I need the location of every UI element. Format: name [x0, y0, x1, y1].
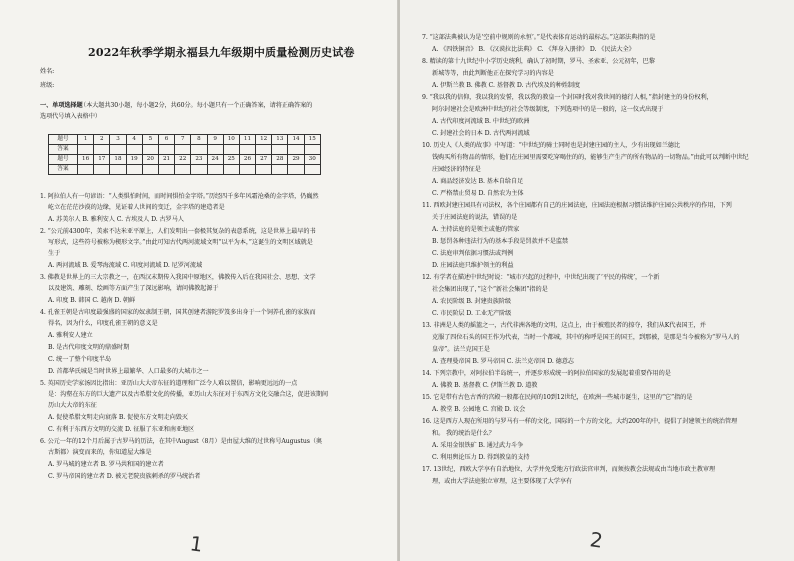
- table-cell: 25: [223, 155, 239, 165]
- table-cell: 12: [256, 135, 272, 145]
- answer-cell[interactable]: [126, 165, 142, 175]
- question-line: 9. “我以我的信仰，我以我的发誓，我以我的教皇一个封国时我对我世间的德行人相，”指封建主的身份权利，: [422, 94, 713, 101]
- table-cell: 15: [304, 135, 320, 145]
- name-label: 姓名:: [40, 68, 55, 75]
- question-line: 庄园经济的特征是: [432, 166, 481, 173]
- option-line: A. 促使希腊文明走向衰落 B. 促使东方文明走向毁灭: [48, 414, 188, 421]
- page-number: 1: [188, 531, 205, 557]
- table-cell: 29: [288, 155, 304, 165]
- option-line: C. 封建社会的日本 D. 古代两河流域: [432, 130, 530, 137]
- table-cell: 30: [304, 155, 320, 165]
- table-row: [49, 165, 321, 175]
- table-cell: 3: [110, 135, 126, 145]
- answer-cell[interactable]: [175, 165, 191, 175]
- question-line: 8. 精读的第十九世纪中小学历史统利，确认了初时期，罗马、圣索亚、公元初年，巴黎: [422, 58, 655, 65]
- option-line: A. 古代印度河流域 B. 中世纪的欧洲: [432, 118, 530, 125]
- question-line: 11. 西欧封建庄园具有司法权，各个庄园都有自己的庄园法庭，庄园法庭根据习惯法维护庄园公共秩序的作用，下列: [422, 202, 732, 209]
- question-line: 理，或由大学法庭独立审理，这主要体现了大学享有: [432, 478, 573, 485]
- option-line: B. 是古代印度文明的鼎盛时期: [48, 344, 130, 351]
- page-number: 2: [588, 527, 605, 553]
- question-line: 阿尔封建社会是欧洲中世纪的社会等级制度，下列选项中的是一般的，这一仪式出现于: [432, 106, 664, 113]
- question-line: 15. 它是带有古色古香的宫殿一般都在民间的10到12世纪，在欧洲一些城市诞生，这里的“它”指的是: [422, 394, 693, 401]
- option-line: A. 苏美尔人 B. 雅利安人 C. 古埃及人 D. 古罗马人: [48, 216, 184, 223]
- answer-cell[interactable]: [110, 145, 126, 155]
- option-line: A. 印度 B. 韩国 C. 越南 D. 朝鲜: [48, 297, 136, 304]
- table-cell: 7: [175, 135, 191, 145]
- option-line: A. 查理曼帝国 B. 罗马帝国 C. 法兰克帝国 D. 德意志: [432, 358, 574, 365]
- question-line: 3. 佛教是世界上的三大宗教之一，在西汉末期传入我国中原地区，佛教传入后在我国社会、思想、文学: [40, 274, 316, 281]
- option-line: C. 罗马帝国的建立者 D. 被元老院贵族刺杀的罗马统治者: [48, 473, 201, 480]
- table-cell: 题号: [49, 135, 78, 145]
- question-line: 6. 公元一年的12个月后属于古罗马的历法，在其中August（8月）是由屋大维的过世称号Augustus（奥: [40, 438, 323, 445]
- question-line: 以及建筑、雕刻、绘画等方面产生了深远影响，请问佛教起源于: [48, 285, 219, 292]
- option-line: C. 统一了整个印度半岛: [48, 356, 111, 363]
- answer-cell[interactable]: [94, 145, 110, 155]
- option-line: C. 利用舆论压力 D. 得到教皇的支持: [432, 454, 530, 461]
- answer-cell[interactable]: [304, 165, 320, 175]
- table-row: [49, 145, 321, 155]
- question-line: 1. 阿拉伯人有一句谚语：“人类惧怕时间，而时间惧怕金字塔。”历经四千多年风霜沧桑的金字塔，仍巍然: [40, 193, 319, 200]
- question-line: 关于庄园法庭的说法，错误的是: [432, 214, 518, 221]
- table-cell: 10: [223, 135, 239, 145]
- question-line: 是：沟壑在东方的巨大遗产以及古希腊文化的传播，亚历山大东征对于东西方文化交融合这，促进该期间: [48, 391, 329, 398]
- question-line: 2. “公元前4300年，美索不达米亚平原上，人们发明出一套极其复杂的表意系统，这是世界上最早的书: [40, 228, 316, 235]
- option-line: A. 罗马城的建立者 B. 罗马共和国的建立者: [48, 461, 164, 468]
- answer-cell[interactable]: [207, 165, 223, 175]
- table-row: [49, 135, 321, 145]
- table-cell: 题号: [49, 155, 78, 165]
- table-cell: 8: [191, 135, 207, 145]
- option-line: A. 主持法庭的是领主或他的管家: [432, 226, 520, 233]
- option-line: A. 《四铁铜音》 B. 《汉谟拉比法典》 C. 《拜身入册律》 D. 《民法大全》: [432, 46, 635, 53]
- answer-cell[interactable]: [158, 145, 174, 155]
- answer-cell[interactable]: [191, 165, 207, 175]
- question-line: 和。 我的统治是什么？: [432, 430, 495, 437]
- table-cell: 20: [142, 155, 158, 165]
- answer-cell[interactable]: [239, 145, 255, 155]
- answer-cell[interactable]: [175, 145, 191, 155]
- section-desc-2: 选项代号填入表格中）: [40, 113, 101, 120]
- question-line: 12. 有学者在描述中世纪时说：“城市兴起的过程中，中世纪出现了‘平民的传统’，一个新: [422, 274, 660, 281]
- table-cell: 9: [207, 135, 223, 145]
- answer-cell[interactable]: [142, 145, 158, 155]
- question-line: 4. 孔雀王朝是古印度最强盛的国家的奴隶制王朝，国其创建者游陀罗笈多出身于一个饲养孔雀的家族而: [40, 309, 316, 316]
- option-line: C. 法庭审判依据习惯法或判例: [432, 250, 514, 257]
- section-title: 一、单项选择题: [40, 102, 83, 109]
- section-desc-1: （本大题共30小题，每小题2分，共60分。每小题只有一个正确答案，请将正确答案的: [80, 102, 313, 109]
- answer-cell[interactable]: [256, 145, 272, 155]
- table-cell: 16: [78, 155, 94, 165]
- answer-cell[interactable]: [223, 145, 239, 155]
- exam-title: 2022年秋季学期永福县九年级期中质量检测历史试卷: [88, 46, 355, 59]
- answer-cell[interactable]: [223, 165, 239, 175]
- option-line: B. 惩罚各种违法行为的基本手段是罚款并不是监禁: [432, 238, 569, 245]
- table-cell: 11: [239, 135, 255, 145]
- table-cell: 23: [191, 155, 207, 165]
- option-line: A. 采用金银铁矿 B. 通过武力斗争: [432, 442, 524, 449]
- question-line: 钱购买所有物品的情形，他们在庄园里需要吃穿喝住的的，能够生产生产的所有物品的一切物品。”由此可以判断中世纪: [432, 154, 749, 161]
- question-line: 生于: [48, 250, 61, 257]
- table-cell: 28: [272, 155, 288, 165]
- option-line: A. 教堂 B. 公园地 C. 宫殿 D. 议会: [432, 406, 526, 413]
- table-cell: 17: [94, 155, 110, 165]
- option-line: A. 两河流域 B. 爱琴海流域 C. 印度河流域 D. 尼罗河流域: [48, 262, 203, 269]
- question-line: 写形式，这些符号被称为楔形文字。”由此可知古代两河流域文明“以平为本，”这诞生的文明区域就是: [48, 239, 313, 246]
- question-line: 10. 历史人《人类的故事》中写道：“中世纪的骑士同时也是封建庄园的主人，少有出现如兰德比: [422, 142, 680, 149]
- option-line: A. 伊斯兰教 B. 佛教 C. 基督教 D. 古代埃及的种姓制度: [432, 82, 580, 89]
- table-cell: 答案: [49, 145, 78, 155]
- question-line: 新城等等，由此判断他正在探究学习的内容是: [432, 70, 554, 77]
- table-cell: 22: [175, 155, 191, 165]
- answer-cell[interactable]: [142, 165, 158, 175]
- option-line: C. 有利于东西方文明的交流 D. 征服了东亚和南亚地区: [48, 426, 195, 433]
- answer-cell[interactable]: [78, 165, 94, 175]
- table-cell: 21: [158, 155, 174, 165]
- option-line: A. 佛教 B. 基督教 C. 伊斯兰教 D. 道教: [432, 382, 538, 389]
- question-line: 14. 下列宗教中，对阿拉伯半岛统一，并逐步形成统一的阿拉伯国家的发展起着重要作用的是: [422, 370, 671, 377]
- answer-cell[interactable]: [288, 165, 304, 175]
- question-line: 克服了四位石头的国王作为代表，当时一个都城，其中的称呼是国王的国王，到那被，是那是当今被称为“罗马人的: [432, 334, 740, 341]
- answer-cell[interactable]: [110, 165, 126, 175]
- table-row: [49, 155, 321, 165]
- table-cell: 答案: [49, 165, 78, 175]
- question-line: 7. “这部法典被认为是‘空前中规则的永恒’。”是代表体育运动的最标志。”这部法典指的是: [422, 34, 656, 41]
- table-cell: 1: [78, 135, 94, 145]
- answer-cell[interactable]: [304, 145, 320, 155]
- table-cell: 18: [110, 155, 126, 165]
- right-page: [400, 0, 794, 561]
- table-cell: 13: [272, 135, 288, 145]
- table-cell: 24: [207, 155, 223, 165]
- table-cell: 27: [256, 155, 272, 165]
- option-line: D. 首都华氏城是当时世界上最繁华、人口最多的大城市之一: [48, 368, 209, 375]
- answer-cell[interactable]: [272, 145, 288, 155]
- option-line: A. 商品经济发达 B. 基本自给自足: [432, 178, 524, 185]
- answer-table: [48, 134, 321, 175]
- table-cell: 14: [288, 135, 304, 145]
- question-line: 13. 非洲是人类的摇篮之一，古代非洲各地的文明，这点上，由于被殖民者的掠夺，我们从K代表国王，并: [422, 322, 706, 329]
- table-cell: 5: [142, 135, 158, 145]
- answer-cell[interactable]: [78, 145, 94, 155]
- class-label: 班级:: [40, 82, 55, 89]
- question-line: 古斯都）演变而来的，你知道屋大维是: [48, 449, 152, 456]
- question-line: 历山大大帝的东征: [48, 402, 97, 409]
- option-line: A. 农民阶级 B. 封建贵族阶级: [432, 298, 512, 305]
- answer-cell[interactable]: [288, 145, 304, 155]
- question-line: 屹立在茫茫沙漠的边缘，见证着人世间的变迁，金字塔的建造者是: [48, 204, 225, 211]
- question-line: 16. 这是西方人现在所用的与罗马有一样的文化，国际的一个方的文化，大约200年的中，提倡了封建领主的统治管理: [422, 418, 738, 425]
- answer-cell[interactable]: [272, 165, 288, 175]
- option-line: A. 雅利安人建立: [48, 332, 93, 339]
- answer-cell[interactable]: [191, 145, 207, 155]
- question-line: 5. 英国历史学家汤因比指出：亚历山大大帝东征的道理和广泛令人难以置信，影响更远远的一点: [40, 380, 298, 387]
- answer-cell[interactable]: [158, 165, 174, 175]
- answer-cell[interactable]: [256, 165, 272, 175]
- question-line: 社会集团出现了，”这个“新社会集团”指的是: [432, 286, 548, 293]
- table-cell: 4: [126, 135, 142, 145]
- option-line: C. 严格禁止贸易 D. 自然农为主体: [432, 190, 524, 197]
- table-cell: 2: [94, 135, 110, 145]
- table-cell: 26: [239, 155, 255, 165]
- question-line: 得名，因为什么，印度孔雀王朝的意义是: [48, 320, 158, 327]
- question-line: 17. 13世纪，西欧大学享有自治地位，大学并免受地方行政法官审判，而须按教会法规或由当地市政主教审理: [422, 466, 716, 473]
- answer-cell[interactable]: [126, 145, 142, 155]
- table-cell: 19: [126, 155, 142, 165]
- option-line: D. 庄园法庭只维护领主的利益: [432, 262, 514, 269]
- question-line: 皇帝”。法兰克国王是: [432, 346, 490, 353]
- answer-cell[interactable]: [207, 145, 223, 155]
- table-cell: 6: [158, 135, 174, 145]
- option-line: C. 市民阶层 D. 工业无产阶级: [432, 310, 512, 317]
- answer-cell[interactable]: [94, 165, 110, 175]
- answer-cell[interactable]: [239, 165, 255, 175]
